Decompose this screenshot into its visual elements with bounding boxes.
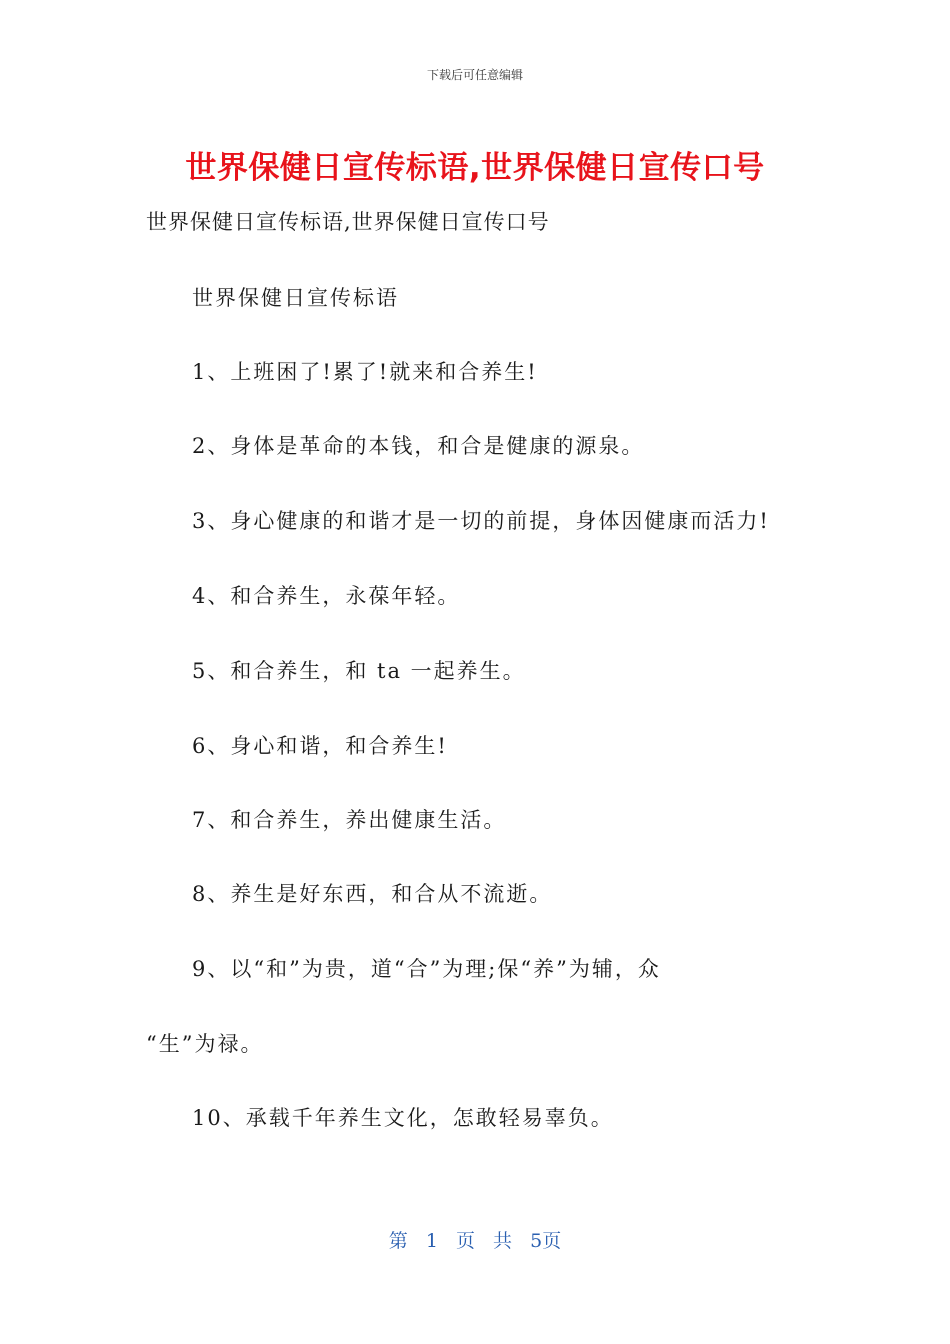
page-footer bbox=[0, 1226, 950, 1253]
section-heading: 世界保健日宣传标语 bbox=[192, 286, 399, 310]
footer-total-pages: 5页 bbox=[530, 1230, 562, 1252]
document-title: 世界保健日宣传标语,世界保健日宣传口号 bbox=[185, 150, 765, 186]
header-note: 下载后可任意编辑 bbox=[426, 68, 523, 82]
list-item: 1、上班困了!累了!就来和合养生! bbox=[192, 360, 538, 384]
list-item: 6、身心和谐，和合养生! bbox=[192, 734, 448, 758]
footer-page-label: 第 bbox=[388, 1230, 408, 1252]
list-item: 8、养生是好东西，和合从不流逝。 bbox=[192, 882, 553, 906]
list-item-continuation: “生”为禄。 bbox=[146, 1032, 264, 1056]
list-item: 9、以“和”为贵，道“合”为理;保“养”为辅，众 bbox=[192, 957, 661, 981]
list-item: 3、身心健康的和谐才是一切的前提，身体因健康而活力! bbox=[192, 509, 770, 533]
list-item: 10、承载千年养生文化，怎敢轻易辜负。 bbox=[192, 1106, 614, 1130]
document-subtitle: 世界保健日宣传标语,世界保健日宣传口号 bbox=[146, 210, 550, 234]
list-item: 7、和合养生，养出健康生活。 bbox=[192, 808, 507, 832]
list-item: 4、和合养生，永葆年轻。 bbox=[192, 584, 461, 608]
footer-page-current: 1 bbox=[425, 1230, 438, 1252]
footer-total-label: 共 bbox=[493, 1230, 513, 1252]
list-item: 5、和合养生，和 ta 一起养生。 bbox=[192, 659, 526, 683]
footer-page-unit: 页 bbox=[455, 1230, 475, 1252]
list-item: 2、身体是革命的本钱，和合是健康的源泉。 bbox=[192, 434, 645, 458]
